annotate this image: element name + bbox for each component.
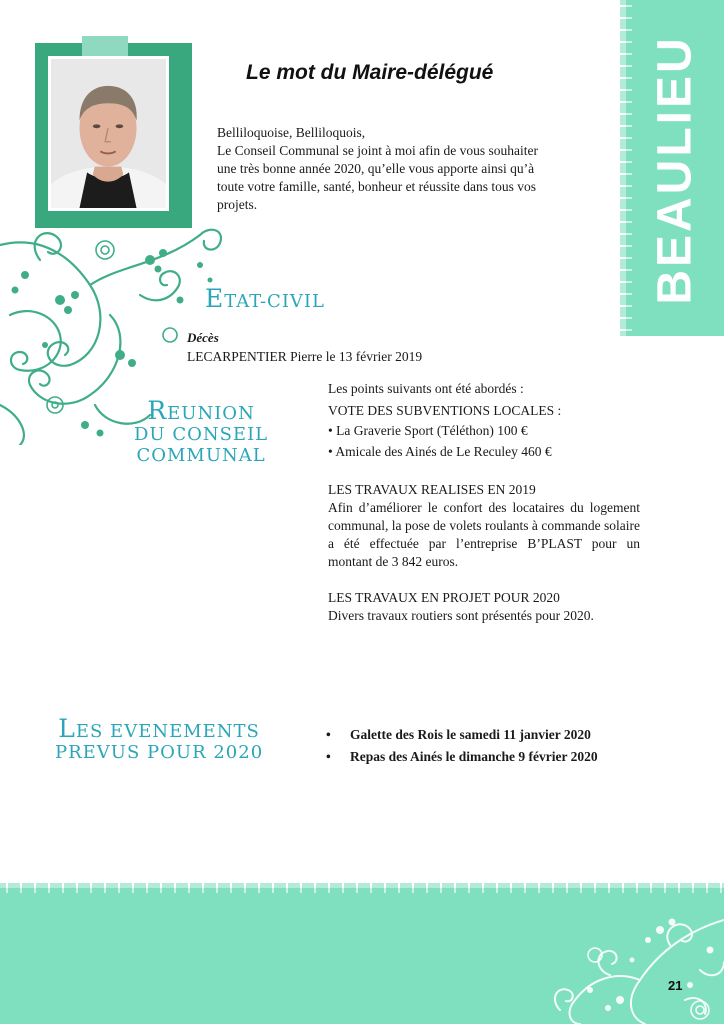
list-item [326, 746, 598, 768]
photo-frame [35, 43, 192, 228]
mayor-greeting: Belliloquoise, Belliloquois, [217, 125, 366, 140]
events-title [55, 714, 264, 763]
list-item [326, 724, 598, 746]
events-list [326, 724, 598, 768]
deces-label: Décès [187, 330, 219, 345]
side-banner-title: BEAULIEU [648, 35, 702, 305]
photo-frame-tab [82, 36, 128, 56]
mayor-message-title: Le mot du Maire-délégué [246, 61, 494, 84]
travaux-projet-title: LES TRAVAUX EN PROJET POUR 2020 [328, 590, 560, 605]
travaux-projet-text: Divers travaux routiers sont présentés pour 2020. [328, 608, 594, 623]
etat-civil-title [205, 284, 325, 313]
mayor-text-line: Le Conseil Communal se joint à moi afin de vous souhaiter [217, 143, 538, 158]
events-title-rest: ES EVENEMENTS [75, 721, 260, 742]
mayor-text-line: projets. [217, 197, 258, 212]
bottom-band-rough-edge [0, 883, 724, 893]
subventions-title: VOTE DES SUBVENTIONS LOCALES : [328, 403, 562, 418]
reunion-title-line2: DU CONSEIL [134, 424, 269, 445]
bullet: • [326, 727, 331, 742]
mayor-portrait-photo [48, 56, 169, 211]
events-title-line2: PREVUS POUR 2020 [55, 742, 264, 763]
events-title-line1 [55, 714, 263, 743]
reunion-title-line3: COMMUNAL [136, 445, 266, 466]
reunion-title-rest: EUNION [167, 403, 255, 424]
reunion-title-line1 [134, 396, 268, 425]
page-number: 21 [668, 978, 683, 993]
mayor-message-text [217, 124, 617, 214]
travaux-realises-text: Afin d’améliorer le confort des locataires du logement communal, la pose de volets roulants à commande solaire a été effectuée par l’entreprise B’PLAST pour un montant de 3 842 euros. [328, 500, 640, 569]
reunion-title [134, 396, 269, 466]
reunion-content [328, 380, 640, 625]
banner-rough-edge [620, 0, 632, 336]
reunion-title-cap: R [147, 396, 168, 425]
travaux-realises-title: LES TRAVAUX REALISES EN 2019 [328, 482, 536, 497]
event-text: Galette des Rois le samedi 11 janvier 2020 [350, 727, 591, 742]
subvention-item: • Amicale des Ainés de Le Reculey 460 € [328, 444, 552, 459]
reunion-intro: Les points suivants ont été abordés : [328, 381, 524, 396]
deces-entry: LECARPENTIER Pierre le 13 février 2019 [187, 349, 423, 364]
events-title-cap: L [58, 714, 76, 743]
subvention-item: • La Graverie Sport (Téléthon) 100 € [328, 423, 528, 438]
side-banner [626, 0, 724, 336]
etat-civil-title-cap: E [205, 284, 225, 313]
etat-civil-title-rest: TAT-CIVIL [224, 291, 325, 312]
bullet: • [326, 749, 331, 764]
event-text: Repas des Ainés le dimanche 9 février 2020 [350, 749, 598, 764]
mayor-text-line: une très bonne année 2020, qu’elle vous apporte ainsi qu’à [217, 161, 535, 176]
floral-ornament-bottom-right [520, 900, 724, 1024]
mayor-text-line: toute votre famille, santé, bonheur et réussite dans tous vos [217, 179, 537, 194]
